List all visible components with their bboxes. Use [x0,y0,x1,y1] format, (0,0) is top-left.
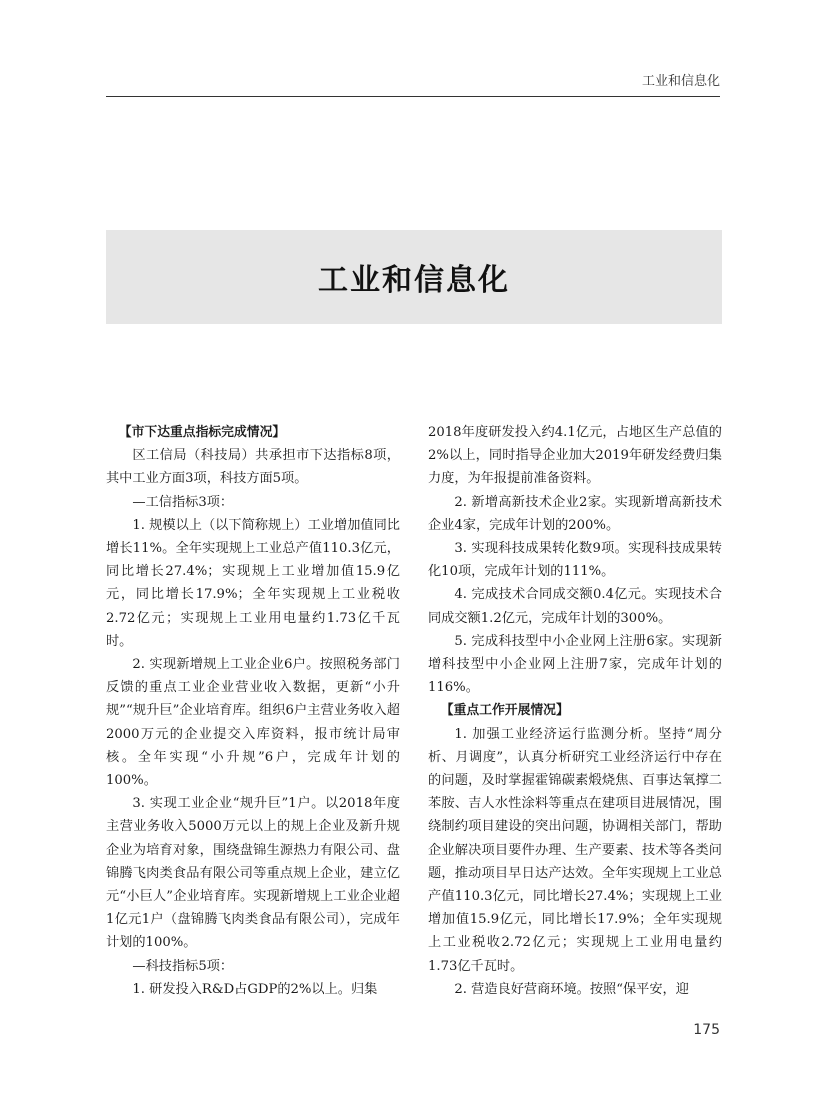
paragraph: 1. 规模以上（以下简称规上）工业增加值同比增长11%。全年实现规上工业总产值110.3亿元，同比增长27.4%；实现规上工业增加值15.9亿元，同比增长17.9%；全年实现规上工业税收2.72亿元；实现规上工业用电量约1.73亿千瓦时。 [106,517,400,649]
paragraph-continued: 2018年度研发投入约4.1亿元，占地区生产总值的2%以上，同时指导企业加大2019年研发经费归集力度，为年报提前准备资料。 [428,425,722,487]
paragraph: —科技指标5项： [132,958,234,974]
paragraph: —工信指标3项： [132,494,234,510]
title-band [106,230,722,324]
left-column [106,421,400,1001]
page-title: 工业和信息化 [318,263,510,298]
paragraph: 2. 营造良好营商环境。按照“保平安，迎 [454,981,689,997]
paragraph: 4. 完成技术合同成交额0.4亿元。实现技术合同成交额1.2亿元，完成年计划的300%。 [428,587,722,626]
right-column [428,421,722,1001]
paragraph: 区工信局（科技局）共承担市下达指标8项，其中工业方面3项，科技方面5项。 [106,448,400,487]
paragraph: 2. 新增高新技术企业2家。实现新增高新技术企业4家，完成年计划的200%。 [428,494,722,533]
section-heading-indicators: 【市下达重点指标完成情况】 [118,425,286,440]
header-rule [106,96,720,97]
paragraph: 3. 实现科技成果转化数9项。实现科技成果转化10项，完成年计划的111%。 [428,541,722,580]
page-number: 175 [693,1022,720,1038]
section-heading-key-work: 【重点工作开展情况】 [440,703,569,719]
paragraph: 1. 研发投入R&D占GDP的2%以上。归集 [132,981,378,997]
paragraph: 1. 加强工业经济运行监测分析。坚持“周分析、月调度”，认真分析研究工业经济运行中存在的问题，及时掌握霍锦碳素煅烧焦、百事达氧撑二苯胺、吉人水性涂料等重点在建项目进展情况，围绕制约项目建设的突出问题，协调相关部门，帮助企业解决项目要件办理、生产要素、技术等各类问题，推动项目早日达产达效。全年实现规上工业总产值110.3亿元，同比增长27.4%；实现规上工业增加值15.9亿元，同比增长17.9%；全年实现规上工业税收2.72亿元；实现规上工业用电量约1.73亿千瓦时。 [428,726,722,974]
paragraph: 5. 完成科技型中小企业网上注册6家。实现新增科技型中小企业网上注册7家，完成年计划的116%。 [428,633,722,696]
paragraph: 3. 实现工业企业“规升巨”1户。以2018年度主营业务收入5000万元以上的规上企业及新升规企业为培育对象，围绕盘锦生源热力有限公司、盘锦腾飞肉类食品有限公司等重点规上企业，建立亿元“小巨人”企业培育库。实现新增规上工业企业超1亿元1户（盘锦腾飞肉类食品有限公司），完成年计划的100%。 [106,796,400,951]
paragraph: 2. 实现新增规上工业企业6户。按照税务部门反馈的重点工业企业营业收入数据，更新“小升规”“规升巨”企业培育库。组织6户主营业务收入超2000万元的企业提交入库资料，报市统计局审核。全年实现“小升规”6户，完成年计划的100%。 [106,657,400,789]
running-header: 工业和信息化 [641,74,720,89]
